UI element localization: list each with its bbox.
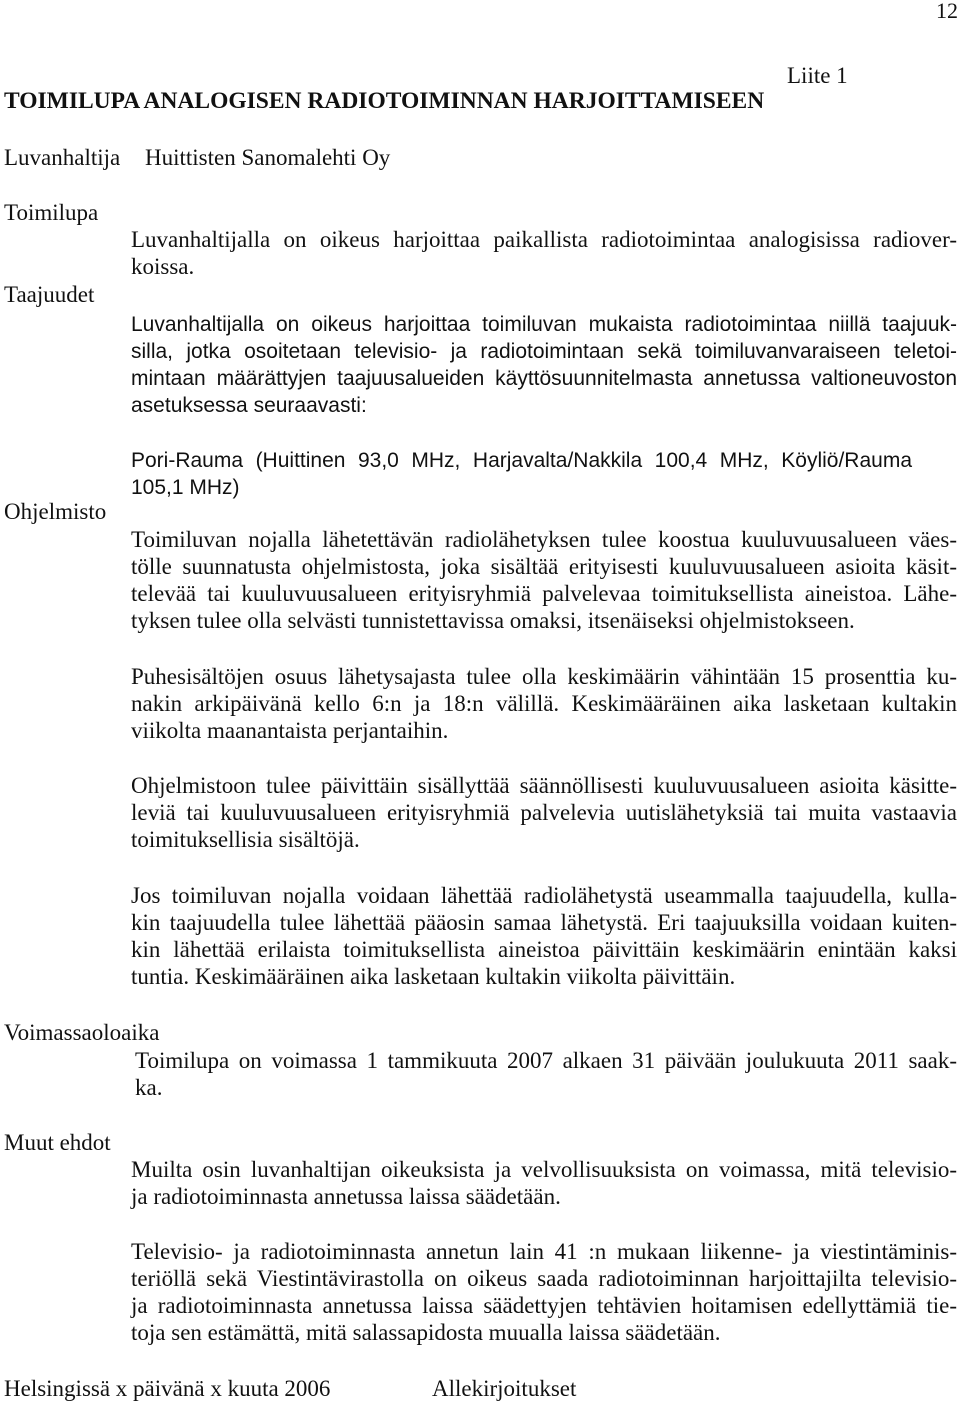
licence-text-line: koissa. xyxy=(131,254,195,279)
programming-text-line: Jos toimiluvan nojalla voidaan lähettää radiolähetystä useammalla taajuudella, kulla- xyxy=(131,883,957,908)
page-number: 12 xyxy=(936,0,958,23)
frequency-list-line: 105,1 MHz) xyxy=(131,476,240,499)
programming-text-line: tyksen tulee olla selvästi tunnistettavissa omaksi, itsenäiseksi ohjelmistokseen. xyxy=(131,608,855,633)
programming-text-line: Toimiluvan nojalla lähetettävän radiolähetyksen tulee koostua kuuluvuusalueen väes- xyxy=(131,527,957,552)
programming-text-line: nakin arkipäivänä kello 6:n ja 18:n välillä. Keskimääräinen aika lasketaan kultakin xyxy=(131,691,957,716)
validity-text-line: Toimilupa on voimassa 1 tammikuuta 2007 alkaen 31 päivään joulukuuta 2011 saak- xyxy=(135,1048,957,1073)
programming-label: Ohjelmisto xyxy=(4,499,107,524)
licence-text-line: Luvanhaltijalla on oikeus harjoittaa paikallista radiotoimintaa analogisissa radiover- xyxy=(131,227,957,252)
other-terms-text-line: toja sen estämättä, mitä salassapidosta muualla laissa säädetään. xyxy=(131,1320,721,1345)
licensee-name: Huittisten Sanomalehti Oy xyxy=(145,145,391,170)
programming-text-line: Ohjelmistoon tulee päivittäin sisällyttää säännöllisesti kuuluvuusalueen asioita käsitte- xyxy=(131,773,957,798)
programming-text-line: tölle suunnatusta ohjelmistosta, joka sisältää erityisesti kuuluvuusalueen asioita käsit- xyxy=(131,554,957,579)
frequencies-text-line: silla, jotka osoitetaan televisio- ja radiotoimintaan sekä toimiluvanvaraiseen teletoi- xyxy=(131,340,957,363)
other-terms-text-line: Televisio- ja radiotoiminnasta annetun lain 41 :n mukaan liikenne- ja viestintäminis- xyxy=(131,1239,957,1264)
programming-text-line: leviä tai kuuluvuusalueen erityisryhmiä palvelevia uutislähetyksiä tai muita vastaavia xyxy=(131,800,957,825)
frequencies-text-line: asetuksessa seuraavasti: xyxy=(131,394,367,417)
other-terms-text-line: ja radiotoiminnasta annetussa laissa säädetään. xyxy=(131,1184,561,1209)
frequencies-text-line: mintaan määrättyjen taajuusalueiden käyttösuunnitelmasta annetussa valtioneuvoston xyxy=(131,367,957,390)
licence-label: Toimilupa xyxy=(4,200,99,225)
programming-text-line: kin lähettää erilaista toimituksellista aineistoa päivittäin keskimäärin enintään kaksi xyxy=(131,937,957,962)
frequencies-label: Taajuudet xyxy=(4,282,95,307)
programming-text-line: tuntia. Keskimääräinen aika lasketaan kultakin viikolta päivittäin. xyxy=(131,964,736,989)
programming-text-line: toimituksellisia sisältöjä. xyxy=(131,827,360,852)
place-and-date: Helsingissä x päivänä x kuuta 2006 xyxy=(4,1376,331,1401)
programming-text-line: kin taajuudella tulee lähettää pääosin samaa lähetystä. Eri taajuuksilla voidaan kuiten- xyxy=(131,910,957,935)
frequencies-text-line: Luvanhaltijalla on oikeus harjoittaa toimiluvan mukaista radiotoimintaa niillä taajuuk- xyxy=(131,313,957,336)
other-terms-label: Muut ehdot xyxy=(4,1130,111,1155)
other-terms-text-line: teriöllä sekä Viestintävirastolla on oikeus saada radiotoiminnan harjoittajilta televisio- xyxy=(131,1266,957,1291)
frequency-list-line: Pori-Rauma (Huittinen 93,0 MHz, Harjavalta/Nakkila 100,4 MHz, Köyliö/Rauma xyxy=(131,449,912,472)
validity-text-line: ka. xyxy=(135,1075,163,1100)
programming-text-line: viikolta maanantaista perjantaihin. xyxy=(131,718,449,743)
validity-label: Voimassaoloaika xyxy=(4,1020,160,1045)
programming-text-line: televää tai kuuluvuusalueen erityisryhmiä palvelevaa toimituksellista aineistoa. Lähe- xyxy=(131,581,957,606)
other-terms-text-line: ja radiotoiminnasta annetussa laissa säädettyjen tehtävien hoitamisen edellyttämiä tie- xyxy=(131,1293,957,1318)
signatures-label: Allekirjoitukset xyxy=(432,1376,577,1401)
document-title: TOIMILUPA ANALOGISEN RADIOTOIMINNAN HARJOITTAMISEEN xyxy=(4,88,765,114)
licensee-label: Luvanhaltija xyxy=(4,145,121,170)
attachment-label: Liite 1 xyxy=(787,63,848,88)
programming-text-line: Puhesisältöjen osuus lähetysajasta tulee olla keskimäärin vähintään 15 prosenttia ku- xyxy=(131,664,957,689)
other-terms-text-line: Muilta osin luvanhaltijan oikeuksista ja velvollisuuksista on voimassa, mitä televisio- xyxy=(131,1157,957,1182)
